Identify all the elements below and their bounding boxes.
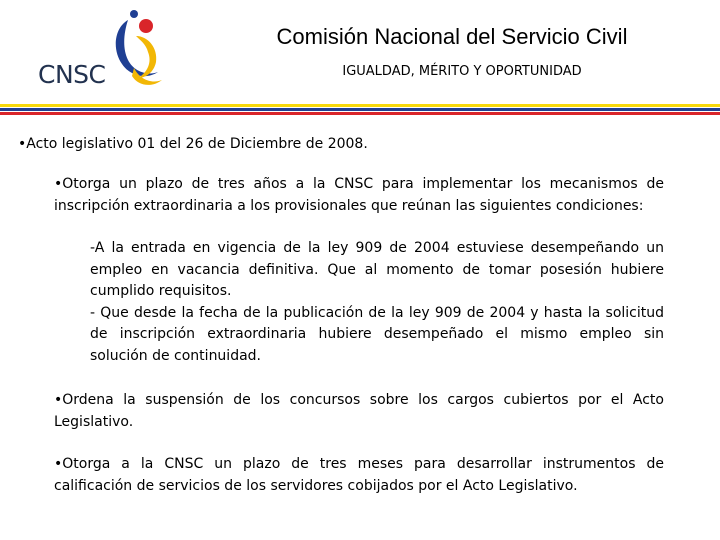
item1-line2: inscripción extraordinaria a los provisionales que reúnan las siguientes condiciones: xyxy=(54,197,644,214)
list-item-2 xyxy=(54,390,664,433)
sub-line1: -A la entrada en vigencia de la ley 909 de 2004 estuviese desempeñando un xyxy=(90,240,664,256)
sub-line4: - Que desde la fecha de la publicación de la ley 909 de 2004 y hasta la solicitud xyxy=(90,304,664,321)
cnsc-logo xyxy=(36,6,172,94)
section-heading xyxy=(18,134,418,156)
page-subtitle: IGUALDAD, MÉRITO Y OPORTUNIDAD xyxy=(342,64,582,79)
sub-line6: solución de continuidad. xyxy=(90,347,262,364)
list-item-1 xyxy=(54,174,664,217)
sub-line5: de inscripción extraordinaria hubiere desempeñado el mismo empleo sin xyxy=(90,326,664,342)
item3-line1: •Otorga a la CNSC un plazo de tres meses para desarrollar instrumentos de xyxy=(54,456,664,472)
item2-line2: Legislativo. xyxy=(54,413,134,430)
stripe-red xyxy=(0,112,720,115)
heading-text: •Acto legislativo 01 del 26 de Diciembre de 2008. xyxy=(18,136,368,152)
sub-line2: empleo en vacancia definitiva. Que al momento de tomar posesión hubiere xyxy=(90,261,664,278)
item1-line1: •Otorga un plazo de tres años a la CNSC para implementar los mecanismos de xyxy=(54,176,664,192)
item3-line2: calificación de servicios de los servidores cobijados por el Acto Legislativo. xyxy=(54,477,578,494)
page-title: Comisión Nacional del Servicio Civil xyxy=(276,24,628,49)
item2-line1: •Ordena la suspensión de los concursos sobre los cargos cubiertos por el Acto xyxy=(54,392,664,408)
list-item-3 xyxy=(54,454,664,497)
sub-conditions xyxy=(90,238,664,367)
sub-line3: cumplido requisitos. xyxy=(90,283,232,299)
header-stripes xyxy=(0,104,720,118)
logo-text: CNSC xyxy=(38,60,106,89)
